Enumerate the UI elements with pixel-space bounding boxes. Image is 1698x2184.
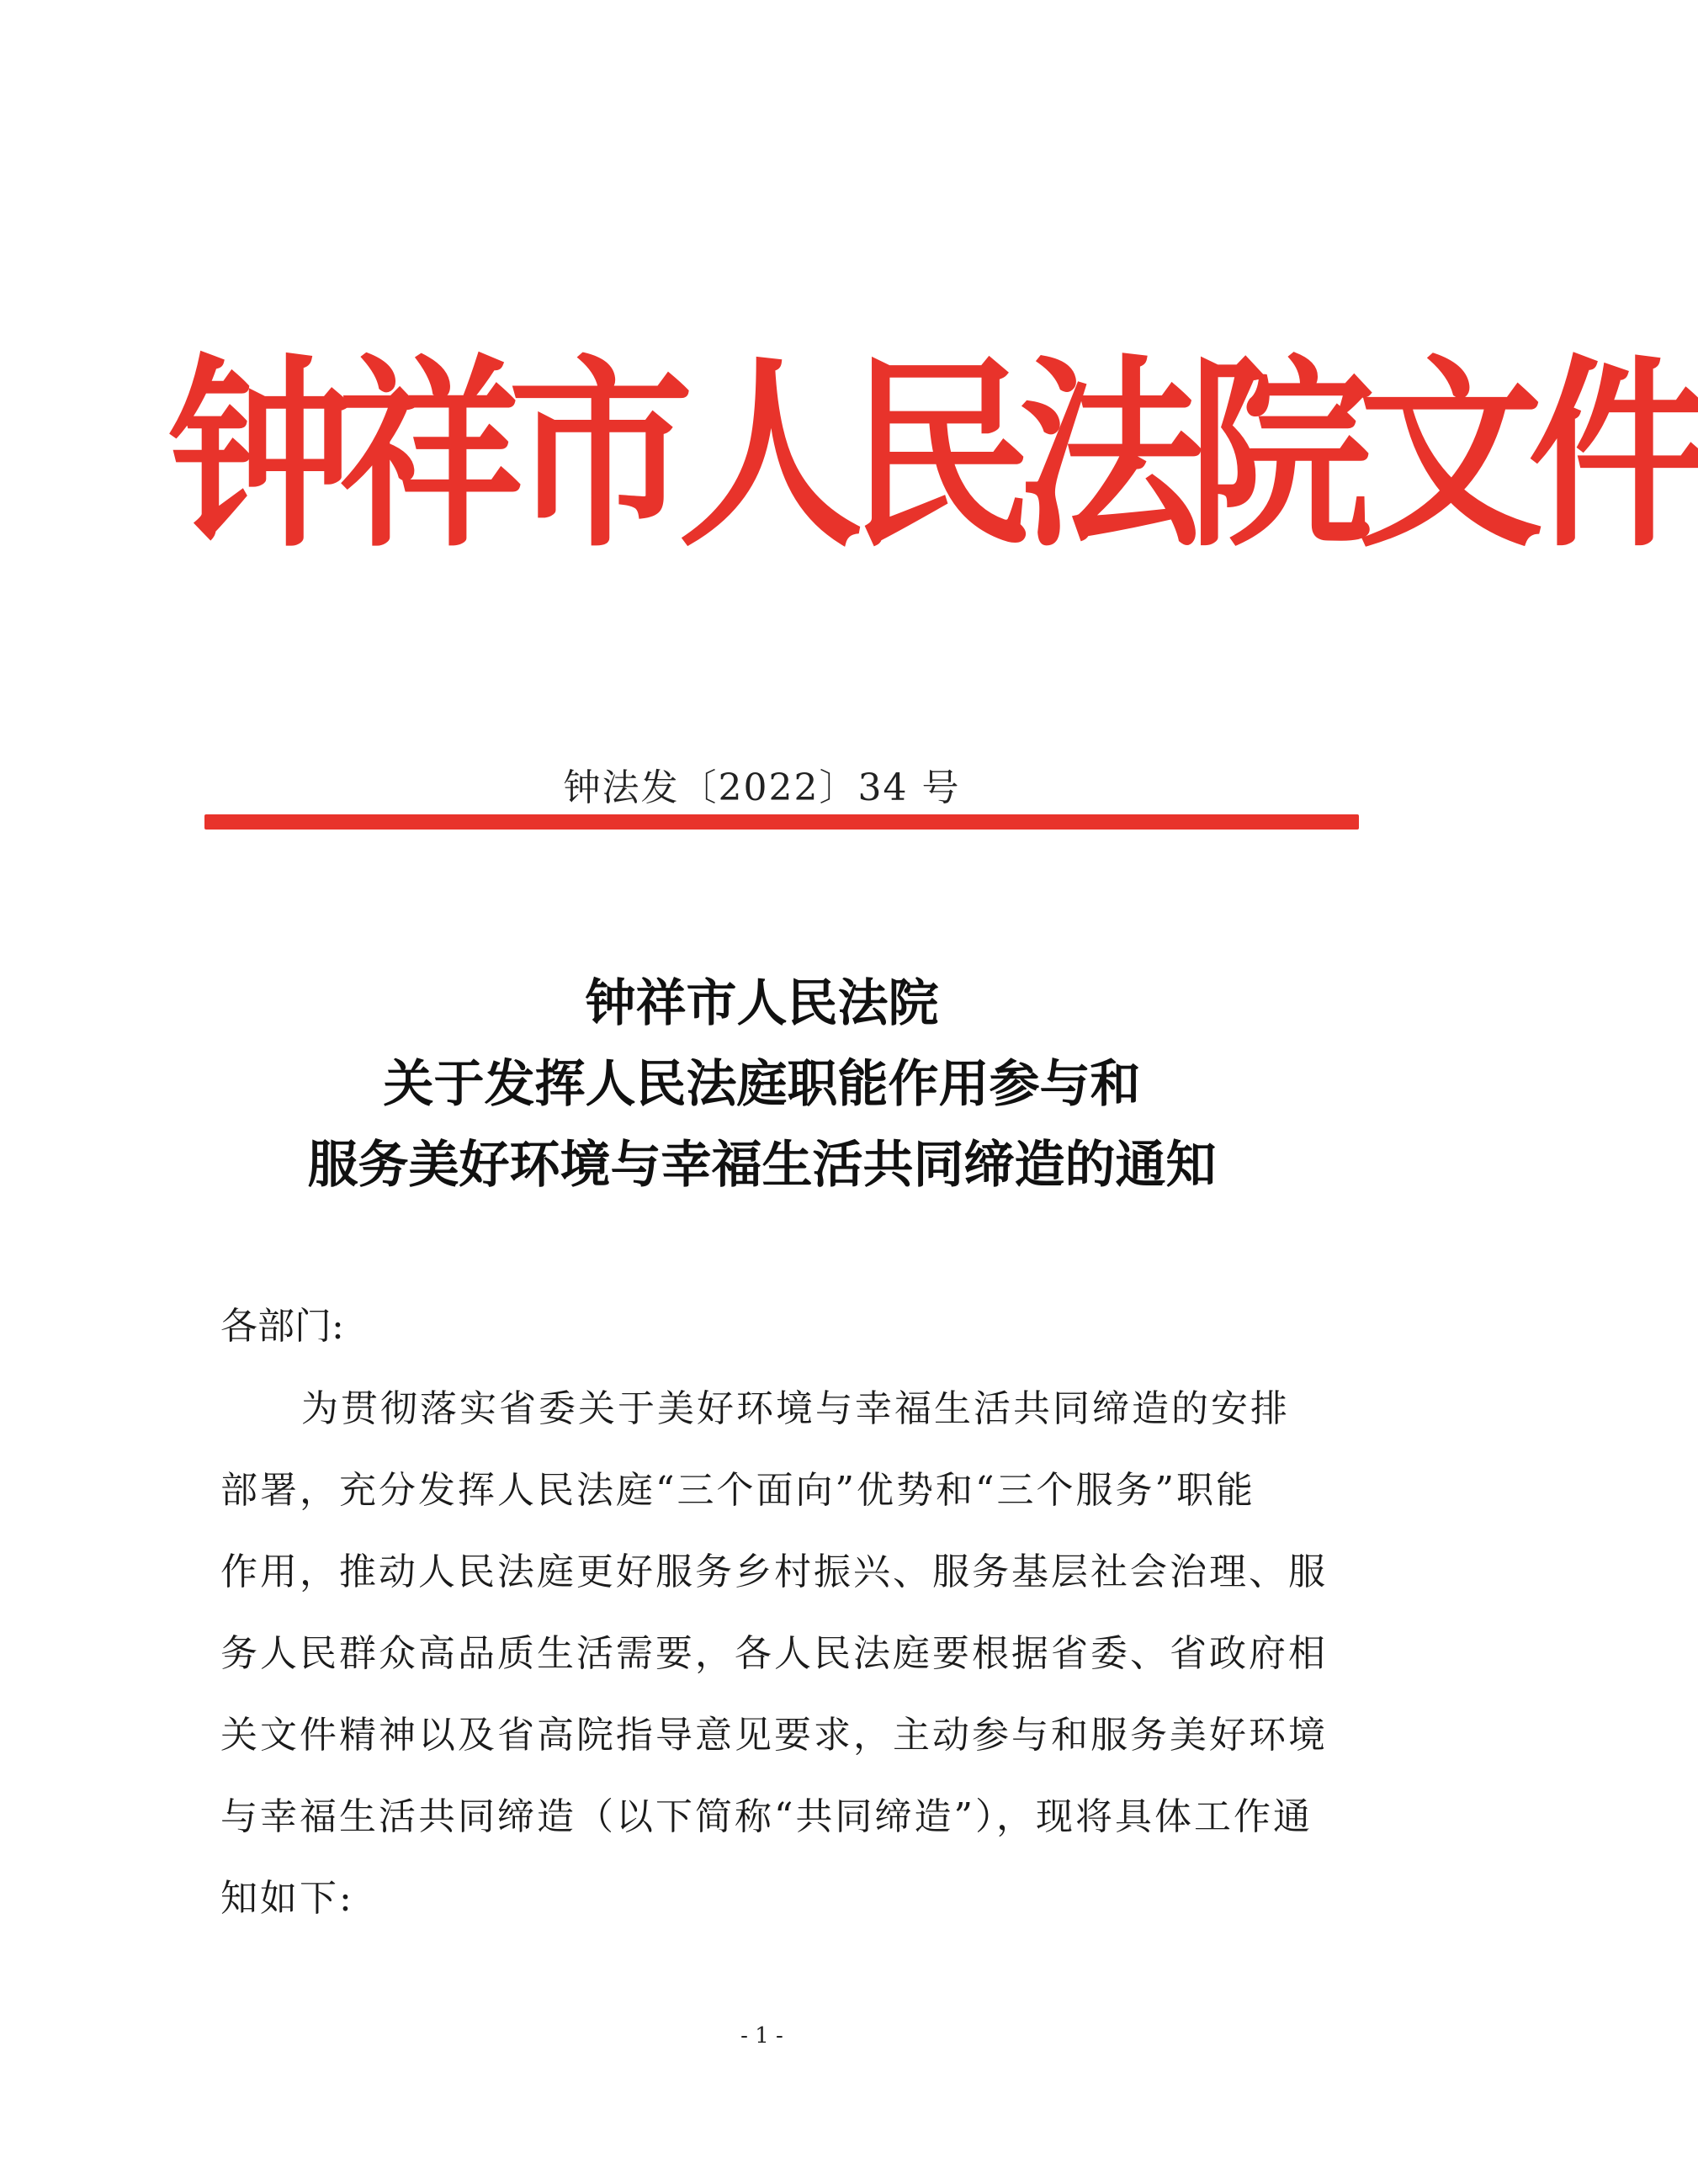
body-line: 务人民群众高品质生活需要，各人民法庭要根据省委、省政府相 [220, 1632, 1328, 1675]
salutation: 各部门: [220, 1305, 344, 1348]
body-line: 部署，充分发挥人民法庭“三个面向”优势和“三个服务”职能 [220, 1469, 1255, 1512]
title-line-1: 钟祥市人民法院 [585, 974, 939, 1033]
title-line-3: 服务美好环境与幸福生活共同缔造的通知 [307, 1136, 1217, 1195]
body-line: 作用，推动人民法庭更好服务乡村振兴、服务基层社会治理、服 [220, 1551, 1328, 1593]
body-line: 为贯彻落实省委关于美好环境与幸福生活共同缔造的安排 [301, 1387, 1290, 1430]
body-line: 知如下: [220, 1877, 354, 1920]
document-title [0, 963, 1524, 1206]
page-number: - 1 - [740, 2023, 783, 2049]
title-line-2: 关于发挥人民法庭职能作用参与和 [383, 1055, 1141, 1114]
document-number: 钟法发〔2022〕34 号 [563, 766, 961, 809]
body-line: 关文件精神以及省高院指导意见要求，主动参与和服务美好环境 [220, 1714, 1328, 1757]
red-divider-line [204, 814, 1359, 830]
document-masthead: 钟祥市人民法院文件 [168, 335, 1698, 575]
body-line: 与幸福生活共同缔造（以下简称“共同缔造”），现将具体工作通 [220, 1795, 1313, 1838]
body-paragraph [220, 1380, 1328, 1951]
